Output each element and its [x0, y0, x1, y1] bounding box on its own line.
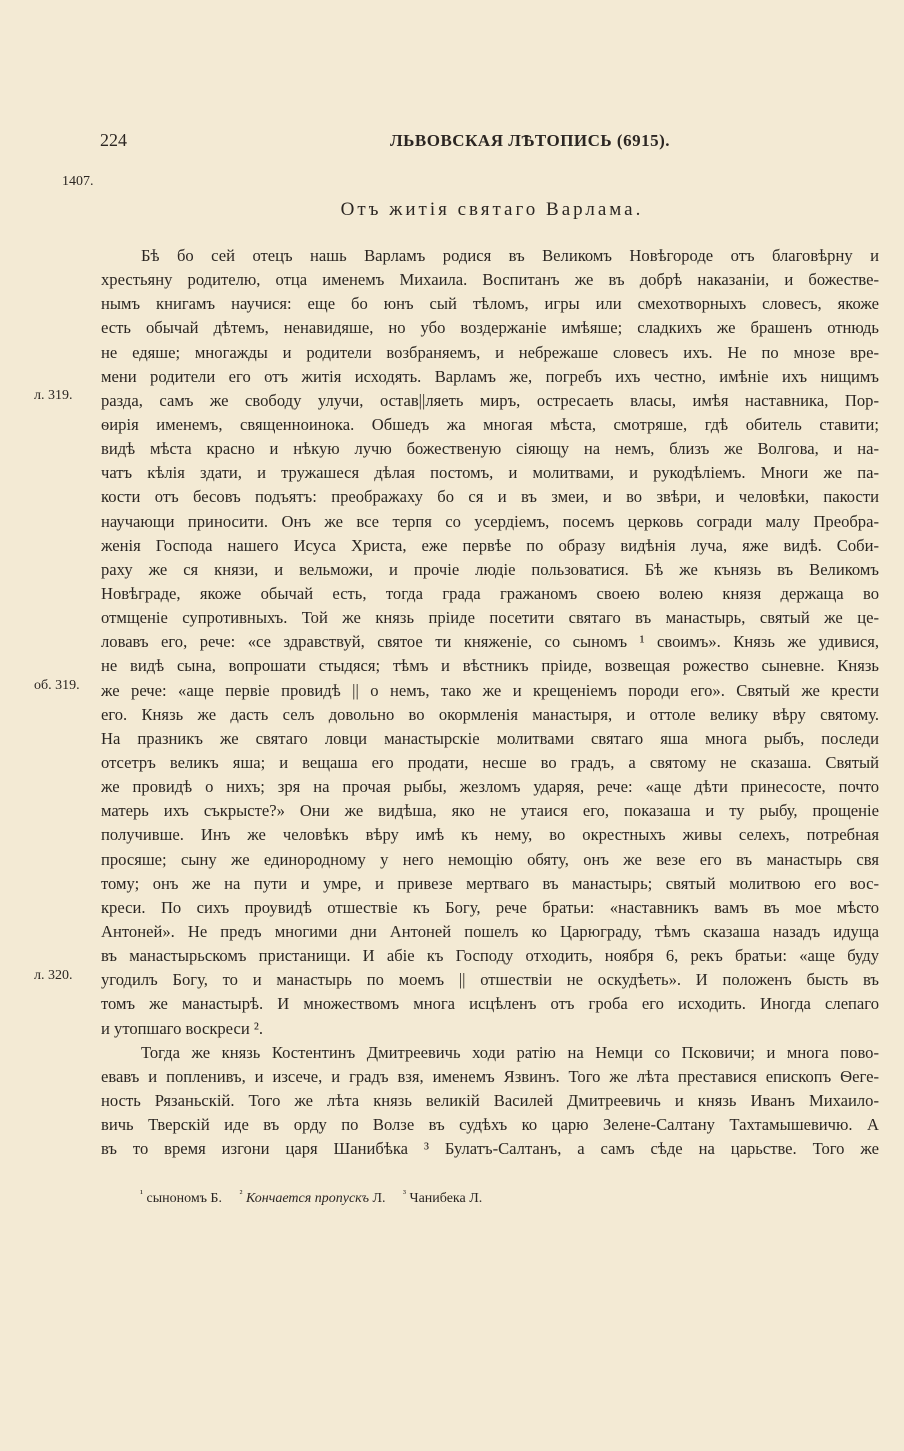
text-line: матерь ихъ съкрысте?» Они же видѣша, яко не утаися его, показаша и ту рыбу, прощеніе — [101, 801, 879, 821]
page-number: 224 — [100, 130, 127, 150]
footnote-mark: ³ — [402, 1188, 406, 1200]
text-line: ловавъ его, рече: «се здравствуй, святое ти княженіе, со сыномъ ¹ своимъ». Князь же удивися, — [101, 632, 879, 652]
text-line: евавъ и попленивъ, и изсече, и градъ взя, именемъ Язвинъ. Того же лѣта преставися епископъ Ѳеге- — [101, 1066, 879, 1086]
text-line: Бѣ бо сей отецъ нашь Варламъ родися въ Великомъ Новѣгороде отъ благовѣрну и — [141, 246, 879, 265]
text-line: видѣ мѣста красно и нѣкую лучю божественую сіяющу на немъ, близъ же Волгова, и на- — [101, 439, 879, 459]
text-line: есть обычай дѣтемъ, ненавидяше, но убо воздержаніе имѣяше; сладкихъ же брашенъ отнюдь — [101, 318, 879, 338]
text-line: въ то время изгони царя Шанибѣка ³ Булатъ-Салтанъ, а самъ сѣде на царьстве. Того же — [101, 1139, 879, 1159]
section-title: Отъ житія святаго Варлама. — [340, 199, 644, 220]
text-line: На празникъ же святаго ловци манастырскіе молитвами святаго яша многа рыбъ, последи — [101, 728, 879, 748]
text-line: томъ же манастырѣ. И множествомъ многа исцѣленъ отъ гроба его исходить. Иногда слепаго — [101, 994, 879, 1014]
text-line: просяше; сыну же единородному у него немощію обяту, онъ же везе его въ манастырь свя — [101, 849, 879, 869]
text-line: угодилъ Богу, то и манастырь по моемъ || отшествіи не оскудѣеть». И положенъ бысть въ — [101, 970, 879, 990]
text-line: его. Князь же дасть селъ довольно во окормленія манастыря, и оттоле велику вѣру святому. — [101, 704, 879, 724]
text-line: отмщеніе супротивныхъ. Той же князь пріиде посетити святаго въ манастырь, святый же це- — [101, 608, 879, 628]
text-line: и утопшаго воскреси ². — [101, 1018, 263, 1038]
text-line: не едяше; многажды и родители возбраняемъ, и небрежаше словесъ ихъ. Не по мнозе вре- — [101, 342, 879, 362]
margin-note: л. 319. — [34, 388, 73, 403]
text-line: не видѣ сына, вопрошати стыдяся; тѣмъ и вѣстникъ пріиде, возвещая рожество сыневне. Князь — [101, 656, 879, 676]
footnote-text: Чанибека Л. — [409, 1191, 483, 1206]
text-line: разда, самъ же свободу улучи, остав||ляеть миръ, остресаеть власы, имѣя наставника, Пор- — [101, 390, 879, 410]
text-line: нымъ книгамъ научися: еще бо юнъ сый тѣломъ, игры или смехотворныхъ словесъ, якоже — [101, 294, 879, 314]
footnote-mark: ² — [239, 1188, 243, 1200]
text-line: женія Господа нашего Исуса Христа, еже первѣе по образу видѣнія луча, яже видѣ. Соби- — [101, 535, 879, 555]
text-line: ѳирія именемъ, священноинока. Обшедъ жа многая мѣста, смотряше, гдѣ обитель ставити; — [101, 414, 879, 434]
footnote-mark: ¹ — [140, 1188, 143, 1200]
text-line: получивше. Инъ же человѣкъ вѣру имѣ къ нему, во окрестныхъ живы селехъ, потребная — [101, 825, 879, 845]
page-header — [100, 130, 880, 156]
footnote — [402, 1188, 483, 1206]
text-line: Тогда же князь Костентинъ Дмитреевичь ходи ратію на Немци со Псковичи; и многа пово- — [141, 1042, 879, 1062]
text-line: Антоней». Не предъ многими дни Антоней пошелъ ко Царюграду, тѣмъ сказаша назадъ идуща — [101, 921, 879, 941]
footnote — [140, 1188, 222, 1206]
text-line: кости отъ бесовъ подъятъ: преображаху бо ся и въ змеи, и во звѣри, и человѣки, пакости — [101, 487, 879, 507]
footnote-text: сынономъ Б. — [146, 1191, 222, 1206]
text-line: же провидѣ о нихъ; зря на прочая рыбы, жезломъ ударяя, рече: «аще дѣти принесосте, почто — [101, 777, 879, 797]
body-text — [101, 244, 879, 1161]
text-line: вичь Тверскій иде въ орду по Волзе въ судѣхъ ко царю Зелене-Салтану Тахтамышевичю. А — [101, 1115, 879, 1135]
margin-note: л. 320. — [34, 968, 73, 983]
text-line: Новѣграде, якоже обычай есть, тогда града гражаномъ своею волею князя держаща во — [101, 583, 879, 603]
year-marker: 1407. — [62, 174, 94, 189]
text-line: тому; онъ же на пути и умре, и привезе мертваго въ манастырь; святый молитвою его вос- — [101, 873, 879, 893]
margin-note: об. 319. — [34, 678, 80, 693]
running-title: ЛЬВОВСКАЯ ЛѢТОПИСЬ (6915). — [390, 131, 670, 150]
text-line: отсетръ великъ яша; и вещаша его продати, несше во градъ, а святому не сказаша. Святый — [101, 752, 879, 772]
footnote — [239, 1188, 386, 1206]
text-line: ность Рязаньскій. Того же лѣта князь великій Василей Дмитреевичь и князь Иванъ Михаило- — [101, 1090, 879, 1110]
footnotes — [140, 1188, 496, 1207]
text-line: же рече: «аще первіе провидѣ || о немъ, тако же и крещеніемъ породи его». Святый же крести — [101, 680, 879, 700]
text-line: чатъ кѣлія здати, и тружашеся дѣлая постомъ, и молитвами, и рукодѣліемъ. Многи же па- — [101, 463, 879, 483]
footnote-suffix: Л. — [372, 1191, 386, 1206]
text-line: креси. По сихъ проувидѣ отшествіе къ Богу, рече братьи: «наставникъ вамъ въ мое мѣсто — [101, 897, 879, 917]
text-line: раху же ся князи, и вельможи, и прочіе людіе пользоватися. Бѣ же кънязь въ Великомъ — [101, 559, 879, 579]
text-line: научающи приносити. Онъ же все терпя со усердіемъ, посемъ церковь согради малу Преобра- — [101, 511, 879, 531]
text-line: хрестьяну родителю, отца именемъ Михаила. Воспитанъ же въ добрѣ наказаніи, и божестве- — [101, 270, 879, 290]
text-line: мени родители его отъ житія исходять. Варламъ же, погребъ ихъ честно, имѣніе ихъ нищимъ — [101, 366, 879, 386]
footnote-text: Кончается пропускъ — [245, 1191, 369, 1206]
text-line: въ манастырьскомъ пристанищи. И абіе къ Господу отходить, ноября 6, рекъ братьи: «аще буду — [101, 946, 879, 966]
